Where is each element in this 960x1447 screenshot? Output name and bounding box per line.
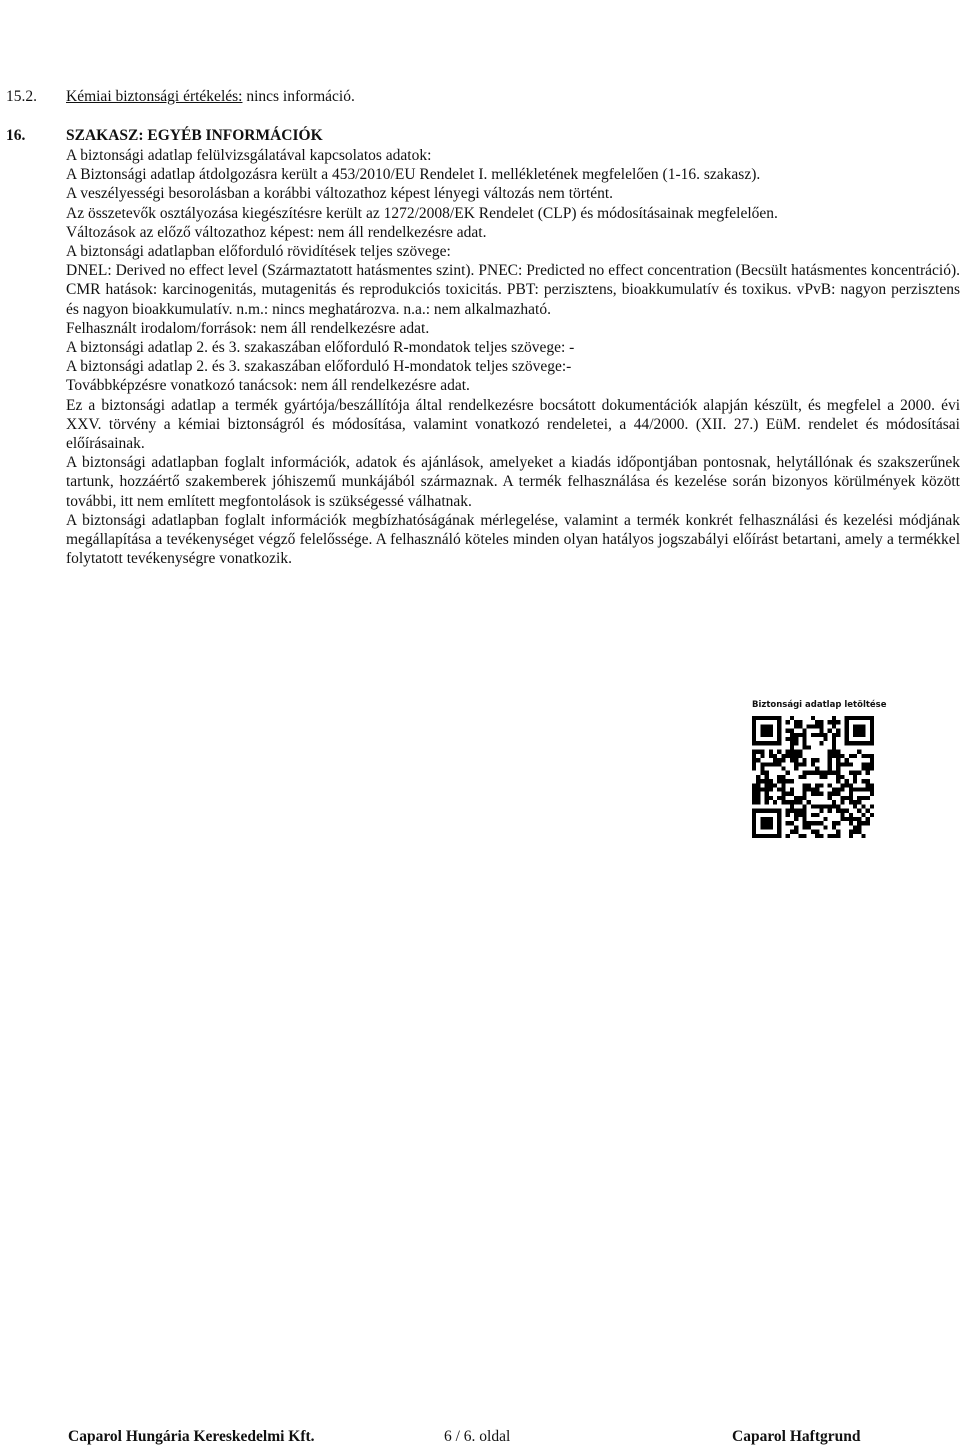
section-16-body [66, 146, 960, 568]
section-title: SZAKASZ: EGYÉB INFORMÁCIÓK [66, 127, 323, 144]
paragraph: A biztonsági adatlap 2. és 3. szakaszában előforduló H-mondatok teljes szövege:- [66, 358, 572, 376]
section-number: 15.2. [6, 88, 37, 105]
footer-page-number: 6 / 6. oldal [444, 1428, 511, 1445]
prepared-date: Elkészítés időpontja: 2008. augusztus 24. [6, 0, 288, 19]
page-header [6, 0, 954, 64]
section-value: nincs információ. [246, 88, 355, 105]
paragraph: A biztonsági adatlapban foglalt információk megbízhatóságának mérlegelése, valamint a termék konkrét felhasználási és kezelési módjának megállapítása a tevékenységet végző felelőssége. A felhasználó köteles minden olyan hatályos jogszabályi előírást betartani, amely a termékkel folytatott tevékenységre vonatkozik. [66, 511, 960, 568]
paragraph: A biztonsági adatlap felülvizsgálatával kapcsolatos adatok: [66, 147, 432, 164]
paragraph: Továbbképzésre vonatkozó tanácsok: nem áll rendelkezésre adat. [66, 377, 470, 395]
paragraph: DNEL: Derived no effect level (Származtatott hatásmentes szint). PNEC: Predicted no effect concentration (Becsült hatásmentes koncentráció). CMR hatások: karcinogenitás, mutagenitás és reprodukciós toxicitás. PBT: perzisztens, bioakkumulatív és toxikus. vPvB: nagyon perzisztens és nagyon bioakkumulatív. n.m.: nincs meghatározva. n.a.: nem alkalmazható. [66, 262, 960, 318]
section-16-heading [6, 127, 323, 145]
paragraph: Ez a biztonsági adatlap a termék gyártója/beszállítója által rendelkezésre bocsátott dokumentációk alapján készült, és megfelel a 2000. évi XXV. törvény a kémiai biztonságról és módosítása, valamint vonatkozó rendeletei, a 44/2000. (XII. 27.) EüM. rendelet és módosításai előírásainak. [66, 396, 960, 453]
paragraph: A biztonsági adatlapban előforduló rövidítések teljes szövege: [66, 243, 451, 261]
paragraph: Felhasznált irodalom/források: nem áll rendelkezésre adat. [66, 319, 430, 337]
qr-download-block[interactable] [752, 700, 887, 838]
paragraph: Változások az előző változathoz képest: nem áll rendelkezésre adat. [66, 223, 487, 241]
paragraph: A biztonsági adatlap 2. és 3. szakaszában előforduló R-mondatok teljes szövege: - [66, 339, 575, 357]
paragraph: A biztonsági adatlapban foglalt információk, adatok és ajánlások, amelyeket a kiadás időpontjában pontosnak, helytállónak és szakszerűnek tartunk, hozzáértő szakemberek jóhiszemű munkájából származnak. A termék felhasználása és kezelése során bizonyos körülmények között további, itt nem említett megfontolások is szükségessé válhatnak. [66, 454, 960, 510]
revision-date: Felülvizsgálat időpontja: 2013. december 13. [6, 19, 313, 38]
footer-company: Caparol Hungária Kereskedelmi Kft. [68, 1428, 315, 1445]
qr-caption: Biztonsági adatlap letöltése [752, 700, 887, 710]
qr-code-icon[interactable] [752, 716, 874, 838]
version-number: Verziószám: 2 [6, 38, 103, 57]
paragraph: A Biztonsági adatlap átdolgozásra került a 453/2010/EU Rendelet I. mellékletének megfelelően (1-16. szakasz). [66, 166, 761, 184]
header-url-link[interactable]: http://www.biztonsagiadatlap.hu [755, 18, 950, 34]
footer-product: Caparol Haftgrund [732, 1428, 861, 1445]
section-number: 16. [6, 127, 26, 144]
paragraph: Az összetevők osztályozása kiegészítésre került az 1272/2008/EK Rendelet (CLP) és módosításainak megfelelően. [66, 204, 778, 222]
section-label: Kémiai biztonsági értékelés: [66, 88, 243, 105]
section-15-2 [6, 88, 355, 106]
paragraph: A veszélyességi besorolásban a korábbi változathoz képest lényegi változás nem történt. [66, 185, 614, 203]
